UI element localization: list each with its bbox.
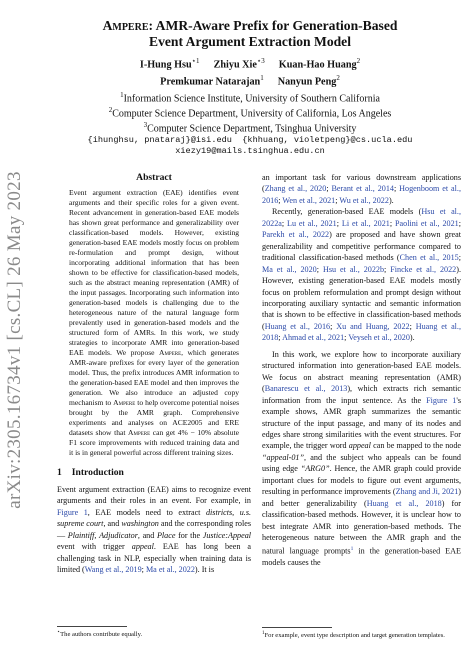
citation-link[interactable]: Hogenboom et al., 2016 bbox=[262, 184, 461, 205]
footnote-marker[interactable]: 1 bbox=[350, 545, 354, 552]
citation-link[interactable]: Huang et al., 2018 bbox=[262, 321, 461, 343]
affiliation: $^3$Computer Science Department, Tsinghua University bbox=[143, 120, 357, 134]
title-model-name: Ampere bbox=[102, 18, 149, 33]
citation-link[interactable]: Ma et al., 2022 bbox=[145, 565, 195, 575]
citation-link[interactable]: Hsu et al., 2022b bbox=[322, 264, 385, 274]
left-column bbox=[57, 172, 251, 576]
citation-link[interactable]: Ma et al., 2020 bbox=[262, 264, 317, 274]
citation-link[interactable]: Zhang and Ji, 2021 bbox=[395, 487, 459, 497]
author: Zhiyu Xie$^{⋆3}$ bbox=[213, 57, 265, 71]
section-heading-introduction: 1 Introduction bbox=[57, 467, 124, 479]
body-paragraph: Recently, generation-based EAE models (Hsu et al., 2022a; Lu et al., 2021; Li et al., 2021; Paolini et al., 2021; Parekh et al., 2022) are proposed and have shown great generalizability and competitive performance compared to traditional classification-based methods (Chen et al., 2015; Ma et al., 2020; Hsu et al., 2022b; Fincke et al., 2022). However, existing generation-based EAE models mostly focus on problem reformulation and prompt design without incorporating auxiliary syntactic and semantic information that is shown to be effective in classification-based methods (Huang et al., 2016; Xu and Huang, 2022; Huang et al., 2018; Ahmad et al., 2021; Veyseh et al., 2020). bbox=[262, 207, 461, 343]
citation-link[interactable]: Wen et al., 2021 bbox=[282, 195, 336, 205]
intro-paragraph: Event argument extraction (EAE) aims to recognize event arguments and their roles in an event. For example, in Figure 1, EAE models need to extract districts, u.s. supreme court, and washington and the corresponding roles — Plaintiff, Adjudicator, and Place for the Justice:Appeal event with trigger appeal. EAE has long been a challenging task in NLP, especially when training data is limited (Wang et al., 2019; Ma et al., 2022). It is bbox=[57, 484, 252, 575]
author: Nanyun Peng$^2$ bbox=[277, 73, 340, 88]
right-column bbox=[262, 172, 461, 568]
citation-link[interactable]: Berant et al., 2014 bbox=[331, 184, 394, 194]
citation-link[interactable]: Wang et al., 2019 bbox=[84, 565, 142, 575]
citation-link[interactable]: Zhang et al., 2020 bbox=[264, 184, 327, 194]
citation-link[interactable]: Xu and Huang, 2022 bbox=[336, 321, 410, 331]
email-list bbox=[40, 135, 460, 157]
abstract-heading: Abstract bbox=[136, 172, 172, 183]
citation-link[interactable]: Lu et al., 2021 bbox=[287, 218, 337, 228]
paper-title bbox=[40, 18, 460, 49]
citation-link[interactable]: Huang et al., 2018 bbox=[366, 498, 442, 508]
affiliation-list bbox=[40, 90, 460, 135]
body-paragraph: In this work, we explore how to incorporate auxiliary structured information into generation-based EAE models. We focus on abstract meaning representation (AMR) (Banarescu et al., 2013), which extracts rich semantic information from the input sentence. As the Figure 1's example shows, AMR graph summarizes the semantic structure of the input passage, and many of its nodes and edges share strong similarities with the event structures. For example, the trigger word appeal can be mapped to the node “appeal-01”, and the subject who appeals can be found using edge “ARG0”. Hence, the AMR graph could provide important clues for models to figure out event arguments, resulting in performance improvements (Zhang and Ji, 2021) and better generalizability (Huang et al., 2018) for classification-based methods. However, it is unclear how to best integrate AMR into generation-based methods. The heterogeneous nature between the AMR graph and the natural language prompts$^1$ in the generation-based EAE models causes the bbox=[262, 349, 462, 567]
body-paragraph: an important task for various downstream applications (Zhang et al., 2020; Berant et al., 2014; Hogenboom et al., 2016; Wen et al., 2021; Wu et al., 2022). bbox=[262, 173, 461, 205]
title-line1-rest: : AMR-Aware Prefix for Generation-Based bbox=[148, 18, 398, 33]
footnote-rule bbox=[262, 627, 332, 628]
author: Premkumar Natarajan$^1$ bbox=[160, 73, 264, 88]
citation-link[interactable]: Ahmad et al., 2021 bbox=[282, 333, 345, 343]
citation-link[interactable]: Banarescu et al., 2013 bbox=[264, 384, 348, 394]
paper-header bbox=[40, 18, 460, 157]
author-row-2 bbox=[40, 72, 460, 89]
arxiv-identifier-stamp bbox=[2, 150, 28, 530]
citation-link[interactable]: Huang et al., 2016 bbox=[264, 321, 331, 331]
footnote-rule bbox=[57, 626, 127, 627]
abstract-body: Event argument extraction (EAE) identifies event arguments and their specific roles for a given event. Recent advancement in generation-based EAE models has shown great performance and generalizability over classification-based models. However, existing generation-based EAE models mostly focus on problem re-formulation and prompt design, without incorporating additional information that has been shown to be effective for classification-based models, such as the abstract meaning representation (AMR) of the input passages. Incorporating such information into generation-based models is challenging due to the heterogeneous nature of the natural language form prevalently used in generation-based models and the structured form of AMRs. In this work, we study strategies to incorporate AMR into generation-based EAE models. We propose Ampere, which generates AMR-aware prefixes for every layer of the generation model. Thus, the prefix introduces AMR information to the generation-based EAE model and then improves the generation. We also introduce an adjusted copy mechanism to Ampere to help overcome potential noises brought by the AMR graph. Comprehensive experiments and analyses on ACE2005 and ERE datasets show that Ampere can get 4% − 10% absolute F1 score improvements with reduced training data and it is in general powerful across different training sizes. bbox=[69, 188, 240, 458]
citation-link[interactable]: Parekh et al., 2022 bbox=[262, 230, 330, 240]
citation-link[interactable]: Veyseh et al., 2020 bbox=[348, 333, 410, 343]
footnote-left: ⋆The authors contribute equally. bbox=[57, 626, 251, 640]
figure-link[interactable]: Figure 1 bbox=[426, 395, 457, 405]
citation-link[interactable]: Hsu et al., 2022a bbox=[262, 207, 461, 228]
author-row-1 bbox=[40, 55, 460, 72]
affiliation: $^2$Computer Science Department, University of California, Los Angeles bbox=[108, 105, 392, 120]
email-line: xiezy19@mails.tsinghua.edu.cn bbox=[175, 145, 325, 156]
citation-link[interactable]: Fincke et al., 2022 bbox=[390, 264, 457, 274]
citation-link[interactable]: Paolini et al., 2021 bbox=[395, 218, 459, 228]
author-list bbox=[40, 55, 460, 89]
title-line2: Event Argument Extraction Model bbox=[149, 33, 351, 49]
email-line: {ihunghsu, pnataraj}@isi.edu {khhuang, violetpeng}@cs.ucla.edu bbox=[87, 134, 413, 145]
citation-link[interactable]: Li et al., 2021 bbox=[341, 218, 390, 228]
footnote-right: $^1$For example, event type description and target generation templates. bbox=[262, 627, 461, 641]
author: Kuan-Hao Huang$^2$ bbox=[278, 57, 361, 71]
citation-link[interactable]: Wu et al., 2022 bbox=[339, 195, 389, 205]
author: I-Hung Hsu$^{⋆1}$ bbox=[139, 57, 200, 71]
arxiv-identifier-text: arXiv:2305.16734v1 [cs.CL] 26 May 2023 bbox=[4, 171, 25, 509]
figure-link[interactable]: Figure 1 bbox=[57, 507, 88, 517]
affiliation: $^1$Information Science Institute, University of Southern California bbox=[120, 90, 380, 105]
citation-link[interactable]: Chen et al., 2015 bbox=[399, 253, 459, 263]
